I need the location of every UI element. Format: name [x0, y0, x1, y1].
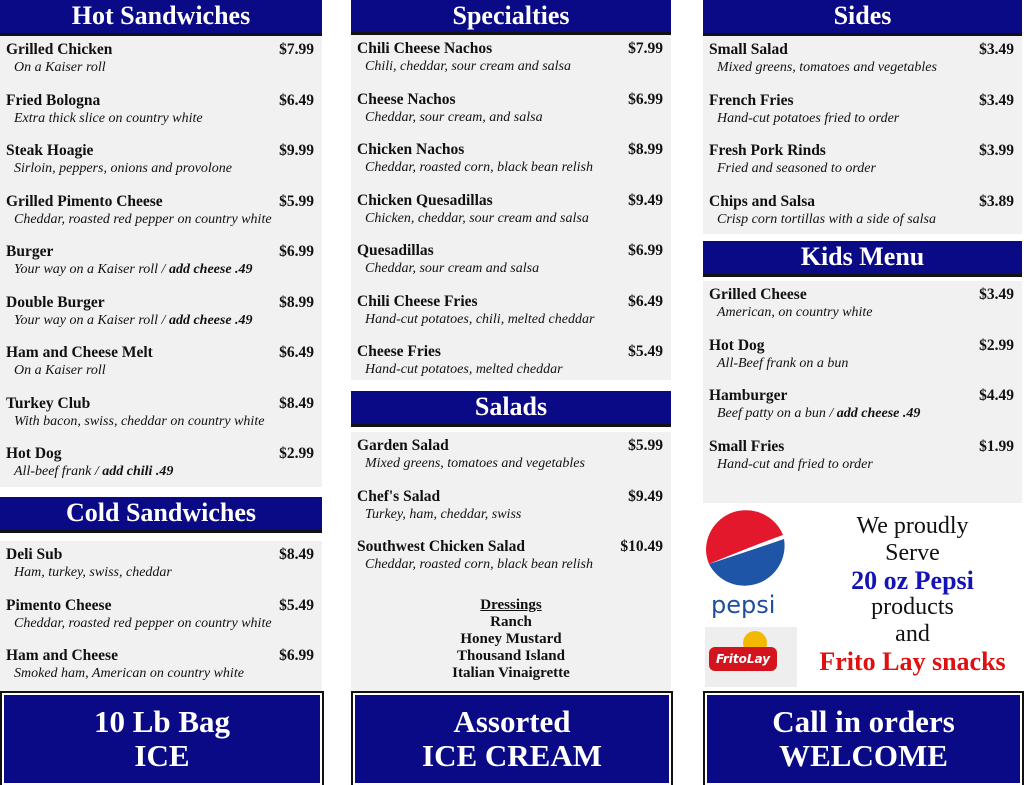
banner-line: ICE [134, 738, 190, 773]
item-name: Chili Cheese Nachos [357, 40, 493, 57]
menu-item [6, 546, 316, 597]
dressings-title: Dressings [480, 596, 542, 613]
banner-line: 10 Lb Bag [93, 704, 231, 739]
hot-sandwiches-list [0, 36, 322, 487]
item-price: $5.99 [279, 192, 314, 210]
menu-item [6, 294, 316, 345]
item-description: American, on country white [717, 305, 873, 320]
pepsi-logo-text: pepsi [711, 591, 776, 619]
promo-text [803, 513, 1022, 675]
item-addon: add chili .49 [102, 464, 174, 479]
item-price: $9.49 [628, 191, 663, 209]
item-name: Cheese Nachos [357, 90, 456, 108]
banner-line: WELCOME [779, 738, 948, 773]
menu-item [6, 243, 316, 294]
item-description: Beef patty on a bun / add cheese .49 [717, 406, 921, 421]
item-price: $5.99 [628, 437, 663, 454]
item-description: Turkey, ham, cheddar, swiss [365, 506, 522, 522]
specialties-list [351, 35, 671, 380]
menu-item [6, 142, 316, 193]
item-name: Small Fries [709, 437, 785, 455]
dressing-item: Ranch [490, 613, 532, 630]
item-price: $2.99 [979, 336, 1014, 354]
item-description: Extra thick slice on country white [14, 110, 203, 126]
item-price: $3.49 [979, 41, 1014, 58]
item-price: $8.49 [279, 546, 314, 563]
item-price: $2.99 [279, 445, 314, 462]
menu-item [6, 647, 316, 698]
item-price: $4.49 [979, 387, 1014, 404]
item-description: Cheddar, roasted corn, black bean relish [365, 160, 593, 175]
menu-item [709, 387, 1016, 438]
item-price: $9.99 [279, 142, 314, 159]
sides-list [703, 36, 1022, 234]
menu-item [357, 242, 665, 293]
item-price: $6.99 [279, 243, 314, 260]
item-name: French Fries [709, 91, 794, 109]
menu-item [709, 142, 1016, 193]
fritolay-logo: FritoLay [705, 627, 797, 687]
cold-sandwiches-list [0, 541, 322, 691]
item-name: Quesadillas [357, 242, 434, 259]
hot-sandwiches-header: Hot Sandwiches [0, 0, 322, 36]
item-price: $6.99 [279, 647, 314, 664]
salads-header: Salads [351, 391, 671, 427]
cold-sandwiches-header: Cold Sandwiches [0, 497, 322, 533]
item-description: All-Beef frank on a bun [717, 355, 849, 371]
item-name: Fried Bologna [6, 91, 101, 109]
menu-item [709, 438, 1016, 489]
item-name: Steak Hoagie [6, 142, 94, 159]
menu-item [709, 92, 1016, 143]
item-name: Turkey Club [6, 394, 91, 412]
menu-item [709, 41, 1016, 92]
banner-line: Assorted [453, 704, 571, 739]
item-name: Small Salad [709, 41, 788, 58]
dressings [357, 597, 665, 682]
item-description: Fried and seasoned to order [717, 161, 876, 176]
salads-list [351, 432, 671, 691]
item-addon: add cheese .49 [168, 262, 253, 277]
item-price: $7.99 [279, 41, 314, 58]
ice-cream-banner [353, 693, 671, 785]
menu-item [357, 91, 665, 142]
menu-item [6, 41, 316, 92]
item-name: Hot Dog [6, 445, 62, 462]
item-description: Sirloin, peppers, onions and provolone [14, 161, 233, 176]
item-description: Cheddar, roasted red pepper on country white [14, 211, 272, 227]
item-price: $5.49 [279, 596, 314, 614]
dressing-item: Thousand Island [457, 647, 565, 664]
dressing-item: Honey Mustard [460, 630, 562, 647]
menu-item [357, 488, 665, 539]
item-price: $6.49 [279, 344, 314, 361]
item-description: Cheddar, sour cream, and salsa [365, 109, 543, 125]
menu-item [357, 293, 665, 344]
item-price: $10.49 [620, 538, 663, 555]
specialties-header: Specialties [351, 0, 671, 35]
item-price: $6.99 [628, 90, 663, 108]
item-price: $7.99 [628, 40, 663, 57]
item-name: Pimento Cheese [6, 596, 112, 614]
banner-line: ICE CREAM [422, 738, 602, 773]
item-name: Southwest Chicken Salad [357, 538, 525, 555]
item-description: Chicken, cheddar, sour cream and salsa [365, 210, 589, 226]
menu-item [357, 437, 665, 488]
item-name: Deli Sub [6, 546, 63, 563]
item-description: Chili, cheddar, sour cream and salsa [365, 59, 571, 74]
item-name: Grilled Cheese [709, 286, 807, 303]
item-price: $8.99 [279, 293, 314, 311]
item-price: $3.89 [979, 192, 1014, 210]
sides-header: Sides [703, 0, 1022, 36]
item-name: Fresh Pork Rinds [709, 142, 826, 159]
item-price: $3.49 [979, 91, 1014, 109]
menu-item [357, 538, 665, 589]
promo-line: products [871, 594, 954, 620]
menu-item [357, 141, 665, 192]
item-description: All-beef frank / add chili .49 [14, 464, 174, 479]
item-description: Mixed greens, tomatoes and vegetables [365, 456, 585, 471]
item-description: Ham, turkey, swiss, cheddar [14, 565, 172, 580]
menu-item [709, 193, 1016, 244]
item-description: Hand-cut potatoes, melted cheddar [365, 362, 563, 377]
item-description: Smoked ham, American on country white [14, 666, 244, 681]
item-price: $3.99 [979, 142, 1014, 159]
item-name: Chef's Salad [357, 487, 441, 505]
menu-item [6, 445, 316, 496]
item-description: With bacon, swiss, cheddar on country white [14, 413, 265, 429]
call-in-banner [705, 693, 1022, 785]
banner-line: Call in orders [772, 704, 955, 739]
item-price: $5.49 [628, 343, 663, 360]
menu-item [709, 337, 1016, 388]
item-name: Chicken Nachos [357, 141, 465, 158]
item-name: Grilled Pimento Cheese [6, 192, 163, 210]
item-description: Your way on a Kaiser roll / add cheese .49 [14, 262, 253, 277]
item-name: Chili Cheese Fries [357, 292, 478, 310]
beverage-promo [703, 503, 1022, 691]
promo-line: We proudly [856, 513, 969, 539]
item-description: On a Kaiser roll [14, 60, 106, 75]
item-price: $6.49 [279, 91, 314, 109]
item-description: Hand-cut potatoes fried to order [717, 110, 900, 126]
item-addon: add cheese .49 [836, 406, 921, 421]
item-addon: add cheese .49 [168, 312, 253, 328]
item-name: Hamburger [709, 387, 788, 404]
promo-line: and [895, 621, 930, 647]
item-description: Mixed greens, tomatoes and vegetables [717, 60, 937, 75]
item-price: $9.49 [628, 487, 663, 505]
item-name: Grilled Chicken [6, 41, 113, 58]
item-description: Your way on a Kaiser roll / add cheese .49 [14, 312, 253, 328]
promo-fritolay: Frito Lay snacks [819, 647, 1006, 676]
item-description: On a Kaiser roll [14, 363, 106, 378]
item-description: Hand-cut and fried to order [717, 456, 873, 472]
menu-item [709, 286, 1016, 337]
item-name: Hot Dog [709, 336, 765, 354]
item-description: Cheddar, roasted red pepper on country white [14, 615, 272, 631]
item-price: $6.49 [628, 292, 663, 310]
menu-item [357, 343, 665, 394]
promo-pepsi: 20 oz Pepsi [851, 566, 974, 595]
dressing-item: Italian Vinaigrette [452, 664, 570, 681]
item-name: Chips and Salsa [709, 192, 815, 210]
item-price: $3.49 [979, 286, 1014, 303]
item-price: $1.99 [979, 437, 1014, 455]
item-name: Double Burger [6, 293, 105, 311]
kids-menu-list [703, 281, 1022, 503]
pepsi-globe-icon [705, 509, 787, 591]
item-description: Hand-cut potatoes, chili, melted cheddar [365, 311, 595, 327]
item-price: $6.99 [628, 242, 663, 259]
item-name: Ham and Cheese [6, 647, 118, 664]
item-name: Burger [6, 243, 54, 260]
item-name: Garden Salad [357, 437, 449, 454]
item-price: $8.49 [279, 394, 314, 412]
item-name: Ham and Cheese Melt [6, 344, 153, 361]
item-price: $8.99 [628, 141, 663, 158]
item-description: Crisp corn tortillas with a side of salsa [717, 211, 936, 227]
menu-item [6, 344, 316, 395]
menu-item [6, 597, 316, 648]
ice-banner [2, 693, 322, 785]
menu-item [357, 40, 665, 91]
item-name: Chicken Quesadillas [357, 191, 493, 209]
menu-item [6, 193, 316, 244]
menu-item [357, 192, 665, 243]
item-name: Cheese Fries [357, 343, 441, 360]
item-description: Cheddar, sour cream and salsa [365, 261, 540, 276]
item-description: Cheddar, roasted corn, black bean relish [365, 557, 593, 572]
menu-item [6, 92, 316, 143]
menu-item [6, 395, 316, 446]
kids-menu-header: Kids Menu [703, 241, 1022, 277]
promo-line: Serve [885, 540, 940, 566]
